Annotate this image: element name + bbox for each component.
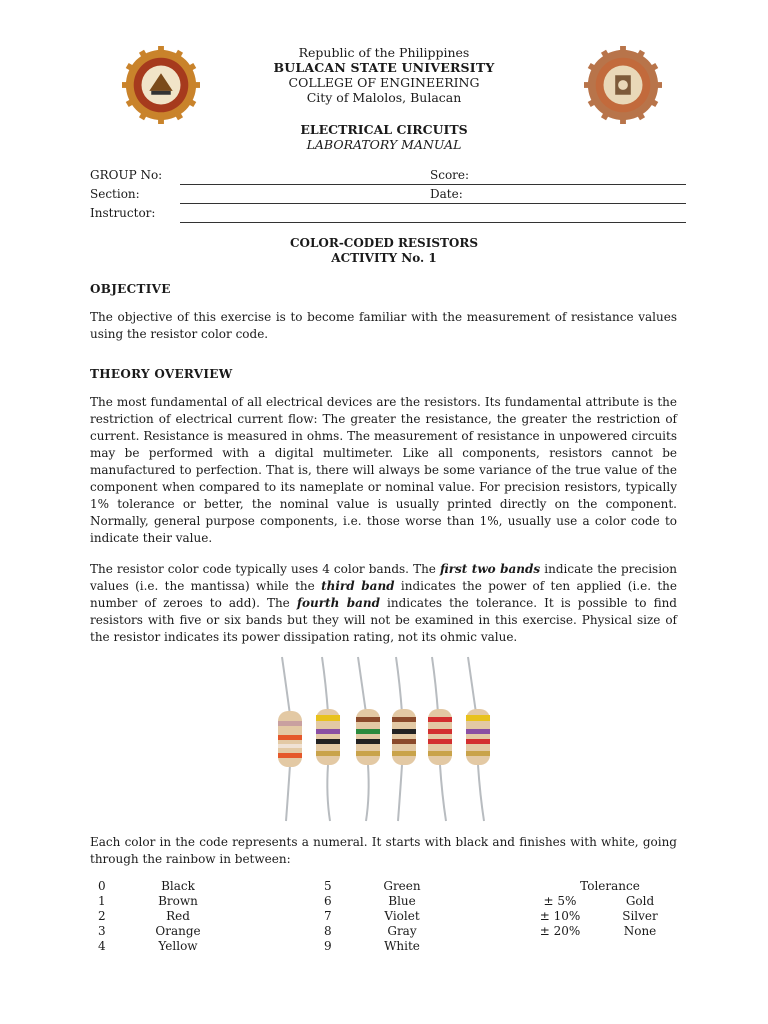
digit-2: 2 <box>98 909 106 923</box>
digit-5: 5 <box>324 879 332 893</box>
form-row-instructor <box>90 204 686 223</box>
tolerance-color-1: Gold <box>625 894 655 908</box>
activity-number: ACTIVITY No. 1 <box>331 251 437 265</box>
p2-emphasis-first-two-bands: first two bands <box>440 562 541 576</box>
course-title-block <box>0 122 768 152</box>
p2-part-d: indicates the tolerance. It is possible to find resistors with five or six bands but they will not be examined in this exercise. Physical size of the resistor indicates its power dissipation rating, not its ohmic value. <box>90 596 677 644</box>
resistor-5 <box>428 709 452 765</box>
color-3: Orange <box>155 924 201 938</box>
resistor-1 <box>278 711 302 767</box>
resistors-photo <box>272 655 494 823</box>
instructor-field[interactable] <box>180 222 686 223</box>
color-0: Black <box>161 879 195 893</box>
p2-part-c: indicates the power of ten applied (i.e. the number of zeroes to add). The <box>90 579 677 610</box>
p2-part-b: indicate the precision values (i.e. the mantissa) while the <box>90 562 677 593</box>
digit-7: 7 <box>324 909 332 923</box>
course-title: ELECTRICAL CIRCUITS <box>300 122 468 137</box>
objective-heading: OBJECTIVE <box>90 282 171 296</box>
tolerance-color-3: None <box>623 924 657 938</box>
header-republic: Republic of the Philippines <box>298 45 470 60</box>
p2-part-a: The resistor color code typically uses 4 color bands. The <box>90 562 440 576</box>
digit-9: 9 <box>324 939 332 953</box>
course-subtitle: LABORATORY MANUAL <box>306 137 462 152</box>
date-label: Date: <box>430 187 463 201</box>
color-5: Green <box>383 879 421 893</box>
resistor-4 <box>392 709 416 765</box>
resistor-6 <box>466 709 490 765</box>
header-city: City of Malolos, Bulacan <box>306 90 462 105</box>
theory-paragraph-2 <box>90 561 677 646</box>
digit-3: 3 <box>98 924 106 938</box>
tolerance-value-2: ± 10% <box>539 909 581 923</box>
tolerance-color-2: Silver <box>622 909 658 923</box>
color-8: Gray <box>387 924 417 938</box>
objective-text: The objective of this exercise is to become familiar with the measurement of resistance values using the resistor color code. <box>90 310 677 341</box>
header-university: BULACAN STATE UNIVERSITY <box>273 60 495 75</box>
header-college: COLLEGE OF ENGINEERING <box>288 75 480 90</box>
theory-heading: THEORY OVERVIEW <box>90 367 233 381</box>
section-label: Section: <box>90 187 140 201</box>
form-row-section <box>90 185 686 204</box>
digit-1: 1 <box>98 894 106 908</box>
tolerance-heading: Tolerance <box>580 879 640 893</box>
score-label: Score: <box>430 168 470 182</box>
tolerance-value-3: ± 20% <box>539 924 581 938</box>
activity-title: COLOR-CODED RESISTORS <box>289 236 479 250</box>
activity-title-block <box>0 236 768 266</box>
instructor-label: Instructor: <box>90 206 156 220</box>
theory-paragraph-3: Each color in the code represents a numeral. It starts with black and finishes with white, going through the rainbow in between: <box>90 835 677 866</box>
p2-emphasis-third-band: third band <box>321 579 395 593</box>
p2-emphasis-fourth-band: fourth band <box>296 596 380 610</box>
digit-8: 8 <box>324 924 332 938</box>
color-7: Violet <box>384 909 420 923</box>
digit-6: 6 <box>324 894 332 908</box>
color-1: Brown <box>158 894 198 908</box>
color-6: Blue <box>388 894 416 908</box>
resistor-2 <box>316 709 340 765</box>
form-row-group <box>90 166 686 185</box>
color-4: Yellow <box>158 939 198 953</box>
color-9: White <box>384 939 420 953</box>
digit-0: 0 <box>98 879 106 893</box>
color-2: Red <box>166 909 190 923</box>
theory-paragraph-1: The most fundamental of all electrical devices are the resistors. Its fundamental attribute is the restriction of electrical current flow: The greater the resistance, the greater the restriction of current. Resistance is measured in ohms. The measurement of resistance in unpowered circuits may be performed with a digital multimeter. Like all components, resistors cannot be manufactured to perfection. That is, there will always be some variance of the true value of the component when compared to its nameplate or nominal value. For precision resistors, typically 1% tolerance or better, the nominal value is usually printed directly on the component. Normally, general purpose components, i.e. those worse than 1%, usually use a color code to indicate their value. <box>90 395 677 545</box>
institution-header <box>0 45 768 105</box>
group-label: GROUP No: <box>90 168 163 182</box>
tolerance-value-1: ± 5% <box>543 894 577 908</box>
digit-4: 4 <box>98 939 106 953</box>
resistor-3 <box>356 709 380 765</box>
